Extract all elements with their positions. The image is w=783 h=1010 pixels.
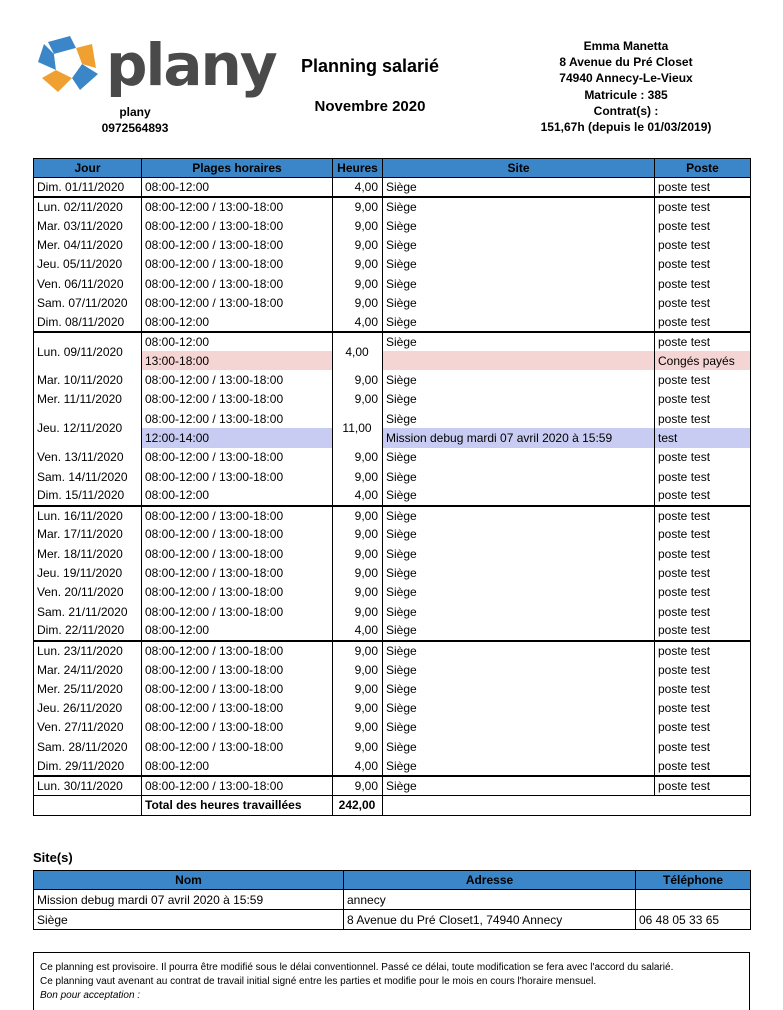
planning-month: Novembre 2020	[314, 98, 426, 115]
note-line-contract: Ce planning vaut avenant au contrat de travail initial signé entre les parties et modifie pour le mois en cours l'horaire mensuel.	[40, 976, 597, 987]
poste-cell: poste test	[655, 583, 751, 602]
table-row	[34, 390, 751, 409]
table-row	[34, 313, 751, 332]
table-row	[34, 679, 751, 698]
poste-cell: poste test	[655, 448, 751, 467]
logo-wordmark: plany	[106, 31, 276, 99]
site-name: Mission debug mardi 07 avril 2020 à 15:59	[34, 890, 344, 910]
site-cell: Siège	[383, 293, 655, 312]
day-cell: Ven. 06/11/2020	[34, 274, 142, 293]
day-cell: Mer. 11/11/2020	[34, 390, 142, 409]
site-cell: Siège	[383, 197, 655, 216]
site-cell: Siège	[383, 679, 655, 698]
poste-cell: poste test	[655, 544, 751, 563]
planning-table	[33, 158, 751, 816]
company-info	[70, 104, 200, 136]
site-address: 8 Avenue du Pré Closet1, 74940 Annecy	[344, 910, 636, 930]
day-cell: Ven. 27/11/2020	[34, 718, 142, 737]
table-sub-row	[34, 351, 751, 370]
hours-cell: 9,00	[333, 274, 383, 293]
poste-cell: poste test	[655, 313, 751, 332]
slots-cell: 08:00-12:00 / 13:00-18:00	[142, 602, 333, 621]
poste-cell: poste test	[655, 718, 751, 737]
slots-cell: 08:00-12:00 / 13:00-18:00	[142, 699, 333, 718]
poste-cell: poste test	[655, 467, 751, 486]
table-row	[34, 525, 751, 544]
table-row	[34, 293, 751, 312]
hours-cell: 9,00	[333, 641, 383, 660]
day-cell: Dim. 29/11/2020	[34, 756, 142, 775]
slots-cell: 08:00-12:00 / 13:00-18:00	[142, 370, 333, 389]
hours-cell: 9,00	[333, 216, 383, 235]
poste-cell: poste test	[655, 602, 751, 621]
day-cell: Lun. 30/11/2020	[34, 776, 142, 795]
poste-cell: poste test	[655, 621, 751, 640]
plany-logo-icon	[36, 34, 102, 96]
table-row	[34, 274, 751, 293]
day-cell: Mer. 25/11/2020	[34, 679, 142, 698]
slots-cell: 08:00-12:00 / 13:00-18:00	[142, 583, 333, 602]
hours-cell: 9,00	[333, 293, 383, 312]
day-cell: Jeu. 12/11/2020	[34, 409, 142, 448]
employee-address-line2: 74940 Annecy-Le-Vieux	[559, 71, 693, 86]
table-row	[34, 370, 751, 389]
hours-cell: 9,00	[333, 506, 383, 525]
slots-cell: 08:00-12:00 / 13:00-18:00	[142, 448, 333, 467]
hours-cell: 9,00	[333, 467, 383, 486]
hours-cell: 4,00	[333, 313, 383, 332]
hours-cell: 9,00	[333, 525, 383, 544]
slots-cell: 08:00-12:00	[142, 486, 333, 505]
hours-cell: 9,00	[333, 660, 383, 679]
poste-cell: poste test	[655, 274, 751, 293]
slots-cell: 08:00-12:00	[142, 621, 333, 640]
day-cell: Dim. 01/11/2020	[34, 178, 142, 197]
day-cell: Mar. 03/11/2020	[34, 216, 142, 235]
slots-cell: 08:00-12:00 / 13:00-18:00	[142, 544, 333, 563]
hours-cell: 4,00	[333, 332, 383, 371]
day-cell: Lun. 23/11/2020	[34, 641, 142, 660]
poste-cell: poste test	[655, 255, 751, 274]
company-name: plany	[119, 105, 151, 119]
hours-cell: 9,00	[333, 563, 383, 582]
slots-cell: 08:00-12:00 / 13:00-18:00	[142, 274, 333, 293]
table-row	[34, 602, 751, 621]
site-cell: Siège	[383, 332, 655, 351]
slots-cell: 08:00-12:00	[142, 756, 333, 775]
table-row	[34, 583, 751, 602]
poste-cell: poste test	[655, 197, 751, 216]
table-row	[34, 737, 751, 756]
table-row	[34, 255, 751, 274]
table-row	[34, 563, 751, 582]
poste-cell: poste test	[655, 390, 751, 409]
slots-cell: 08:00-12:00 / 13:00-18:00	[142, 255, 333, 274]
poste-cell: poste test	[655, 178, 751, 197]
site-name: Siège	[34, 910, 344, 930]
day-cell: Mar. 10/11/2020	[34, 370, 142, 389]
table-row	[34, 235, 751, 254]
hours-cell: 9,00	[333, 679, 383, 698]
poste-cell: poste test	[655, 641, 751, 660]
hours-cell: 9,00	[333, 197, 383, 216]
day-cell: Jeu. 05/11/2020	[34, 255, 142, 274]
site-cell: Siège	[383, 370, 655, 389]
poste-cell: poste test	[655, 486, 751, 505]
site-cell: Mission debug mardi 07 avril 2020 à 15:59	[383, 428, 655, 447]
table-row	[34, 641, 751, 660]
day-cell: Ven. 20/11/2020	[34, 583, 142, 602]
hours-cell: 4,00	[333, 621, 383, 640]
table-row	[34, 890, 751, 910]
col-header-telephone: Téléphone	[636, 871, 751, 890]
hours-cell: 4,00	[333, 756, 383, 775]
day-cell: Dim. 22/11/2020	[34, 621, 142, 640]
site-cell: Siège	[383, 660, 655, 679]
poste-cell: poste test	[655, 332, 751, 351]
table-row	[34, 544, 751, 563]
slots-cell: 08:00-12:00	[142, 332, 333, 351]
slots-cell: 08:00-12:00 / 13:00-18:00	[142, 409, 333, 428]
poste-cell: poste test	[655, 699, 751, 718]
day-cell: Lun. 02/11/2020	[34, 197, 142, 216]
hours-cell: 9,00	[333, 544, 383, 563]
slots-cell: 08:00-12:00 / 13:00-18:00	[142, 390, 333, 409]
col-header-jour: Jour	[34, 159, 142, 178]
slots-cell: 08:00-12:00 / 13:00-18:00	[142, 293, 333, 312]
hours-cell: 9,00	[333, 370, 383, 389]
poste-cell: poste test	[655, 776, 751, 795]
slots-cell: 08:00-12:00 / 13:00-18:00	[142, 641, 333, 660]
table-row	[34, 486, 751, 505]
day-cell: Sam. 14/11/2020	[34, 467, 142, 486]
col-header-site: Site	[383, 159, 655, 178]
hours-cell: 9,00	[333, 602, 383, 621]
employee-info	[520, 38, 732, 135]
day-cell: Lun. 09/11/2020	[34, 332, 142, 371]
site-cell: Siège	[383, 255, 655, 274]
company-phone: 0972564893	[101, 121, 169, 135]
poste-cell: poste test	[655, 235, 751, 254]
table-row	[34, 448, 751, 467]
poste-cell: poste test	[655, 409, 751, 428]
site-phone	[636, 890, 751, 910]
site-cell: Siège	[383, 178, 655, 197]
slots-cell: 08:00-12:00	[142, 313, 333, 332]
site-cell: Siège	[383, 448, 655, 467]
hours-cell: 9,00	[333, 776, 383, 795]
day-cell: Sam. 21/11/2020	[34, 602, 142, 621]
site-cell: Siège	[383, 641, 655, 660]
hours-cell: 9,00	[333, 235, 383, 254]
slots-cell: 08:00-12:00 / 13:00-18:00	[142, 776, 333, 795]
day-cell: Mar. 24/11/2020	[34, 660, 142, 679]
day-cell: Dim. 15/11/2020	[34, 486, 142, 505]
sites-table	[33, 870, 751, 930]
slots-cell: 08:00-12:00 / 13:00-18:00	[142, 506, 333, 525]
col-header-nom: Nom	[34, 871, 344, 890]
day-cell: Lun. 16/11/2020	[34, 506, 142, 525]
day-cell: Mer. 04/11/2020	[34, 235, 142, 254]
table-row	[34, 409, 751, 428]
total-value: 242,00	[333, 795, 383, 815]
slots-cell: 08:00-12:00 / 13:00-18:00	[142, 235, 333, 254]
site-cell	[383, 351, 655, 370]
site-cell: Siège	[383, 544, 655, 563]
site-cell: Siège	[383, 776, 655, 795]
poste-cell: poste test	[655, 216, 751, 235]
poste-cell: poste test	[655, 756, 751, 775]
site-cell: Siège	[383, 216, 655, 235]
site-cell: Siège	[383, 467, 655, 486]
site-cell: Siège	[383, 737, 655, 756]
table-sub-row	[34, 428, 751, 447]
employee-contract-value: 151,67h (depuis le 01/03/2019)	[540, 120, 712, 135]
sites-section-title: Site(s)	[33, 850, 73, 865]
site-cell: Siège	[383, 390, 655, 409]
sites-header-row	[34, 871, 751, 890]
slots-cell: 08:00-12:00 / 13:00-18:00	[142, 679, 333, 698]
poste-cell: poste test	[655, 370, 751, 389]
slots-cell: 08:00-12:00 / 13:00-18:00	[142, 216, 333, 235]
note-line-provisional: Ce planning est provisoire. Il pourra être modifié sous le délai conventionnel. Passé ce délai, toute modification se fera avec l'accord du salarié.	[40, 962, 674, 973]
total-blank-cell	[383, 795, 751, 815]
employee-name: Emma Manetta	[583, 39, 669, 53]
poste-cell: poste test	[655, 525, 751, 544]
slots-cell: 08:00-12:00 / 13:00-18:00	[142, 718, 333, 737]
total-row	[34, 795, 751, 815]
page-title: Planning salarié	[300, 56, 440, 76]
slots-cell: 08:00-12:00 / 13:00-18:00	[142, 660, 333, 679]
slots-cell: 12:00-14:00	[142, 428, 333, 447]
site-phone: 06 48 05 33 65	[636, 910, 751, 930]
poste-cell: poste test	[655, 679, 751, 698]
col-header-heures: Heures	[333, 159, 383, 178]
site-cell: Siège	[383, 718, 655, 737]
hours-cell: 9,00	[333, 255, 383, 274]
employee-matricule: Matricule : 385	[584, 87, 668, 102]
poste-cell: poste test	[655, 293, 751, 312]
table-row	[34, 178, 751, 197]
col-header-poste: Poste	[655, 159, 751, 178]
site-address: annecy	[344, 890, 636, 910]
site-cell: Siège	[383, 409, 655, 428]
day-cell: Dim. 08/11/2020	[34, 313, 142, 332]
poste-cell: test	[655, 428, 751, 447]
day-cell: Mar. 17/11/2020	[34, 525, 142, 544]
site-cell: Siège	[383, 313, 655, 332]
poste-cell: poste test	[655, 563, 751, 582]
hours-cell: 9,00	[333, 718, 383, 737]
table-row	[34, 699, 751, 718]
company-logo	[36, 31, 276, 99]
hours-cell: 9,00	[333, 737, 383, 756]
poste-cell: Congés payés	[655, 351, 751, 370]
hours-cell: 4,00	[333, 178, 383, 197]
col-header-adresse: Adresse	[344, 871, 636, 890]
hours-cell: 9,00	[333, 583, 383, 602]
col-header-plages: Plages horaires	[142, 159, 333, 178]
planning-body	[34, 178, 751, 816]
planning-header-row	[34, 159, 751, 178]
table-row	[34, 756, 751, 775]
site-cell: Siège	[383, 506, 655, 525]
hours-cell: 9,00	[333, 390, 383, 409]
table-row	[34, 776, 751, 795]
table-row	[34, 621, 751, 640]
site-cell: Siège	[383, 274, 655, 293]
slots-cell: 08:00-12:00 / 13:00-18:00	[142, 563, 333, 582]
site-cell: Siège	[383, 602, 655, 621]
slots-cell: 08:00-12:00 / 13:00-18:00	[142, 737, 333, 756]
poste-cell: poste test	[655, 506, 751, 525]
site-cell: Siège	[383, 756, 655, 775]
table-row	[34, 216, 751, 235]
day-cell: Sam. 28/11/2020	[34, 737, 142, 756]
site-cell: Siège	[383, 563, 655, 582]
day-cell: Ven. 13/11/2020	[34, 448, 142, 467]
poste-cell: poste test	[655, 737, 751, 756]
day-cell: Sam. 07/11/2020	[34, 293, 142, 312]
site-cell: Siège	[383, 525, 655, 544]
site-cell: Siège	[383, 621, 655, 640]
day-cell: Jeu. 26/11/2020	[34, 699, 142, 718]
hours-cell: 9,00	[333, 448, 383, 467]
employee-contract-label: Contrat(s) :	[593, 103, 659, 118]
employee-address-line1: 8 Avenue du Pré Closet	[559, 55, 693, 70]
slots-cell: 08:00-12:00 / 13:00-18:00	[142, 197, 333, 216]
poste-cell: poste test	[655, 660, 751, 679]
total-label: Total des heures travaillées	[142, 795, 333, 815]
site-cell: Siège	[383, 583, 655, 602]
hours-cell: 11,00	[333, 409, 383, 448]
slots-cell: 08:00-12:00 / 13:00-18:00	[142, 525, 333, 544]
total-blank-cell	[34, 795, 142, 815]
planning-note	[33, 952, 750, 1010]
table-row	[34, 506, 751, 525]
hours-cell: 9,00	[333, 699, 383, 718]
slots-cell: 13:00-18:00	[142, 351, 333, 370]
day-cell: Jeu. 19/11/2020	[34, 563, 142, 582]
note-line-acceptance: Bon pour acceptation :	[40, 990, 141, 1001]
slots-cell: 08:00-12:00	[142, 178, 333, 197]
site-cell: Siège	[383, 235, 655, 254]
table-row	[34, 660, 751, 679]
hours-cell: 4,00	[333, 486, 383, 505]
site-cell: Siège	[383, 699, 655, 718]
table-row	[34, 197, 751, 216]
table-row	[34, 467, 751, 486]
site-cell: Siège	[383, 486, 655, 505]
slots-cell: 08:00-12:00 / 13:00-18:00	[142, 467, 333, 486]
table-row	[34, 910, 751, 930]
table-row	[34, 332, 751, 351]
table-row	[34, 718, 751, 737]
day-cell: Mer. 18/11/2020	[34, 544, 142, 563]
